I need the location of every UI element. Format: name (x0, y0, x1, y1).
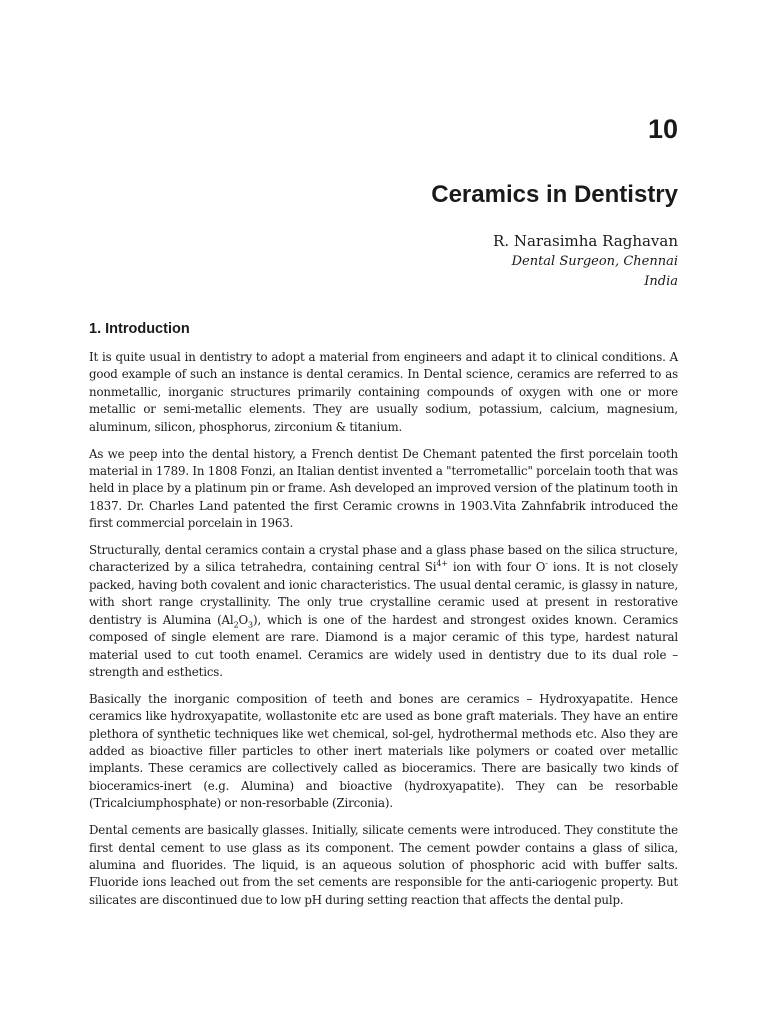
paragraph-3-text-a: Structurally, dental ceramics contain a crystal phase and a glass phase based on the silica structure, characterized by a silica tetrahedra, containing central Si (89, 543, 678, 575)
chapter-number: 10 (647, 114, 678, 144)
author-block (493, 230, 678, 292)
subscript-o: 3 (248, 620, 253, 630)
paragraph-3 (89, 542, 678, 681)
chapter-title: Ceramics in Dentistry (431, 181, 678, 208)
paragraph-3-text-d: O (238, 612, 249, 627)
superscript-o-charge: - (545, 559, 548, 569)
paragraph-1: It is quite usual in dentistry to adopt a material from engineers and adapt it to clinical conditions. A good example of such an instance is dental ceramics. In Dental science, ceramics are referred to as nonmetallic, inorganic structures primarily containing compounds of oxygen with one or more metallic or semi-metallic elements. They are usually sodium, potassium, calcium, magnesium, aluminum, silicon, phosphorus, zirconium & titanium. (89, 350, 678, 434)
paragraph-3-text-e: ), which is one of the hardest and strongest oxides known. Ceramics composed of single element are rare. Diamond is a major ceramic of this type, hardest natural material used to cut tooth enamel. Ceramics are widely used in dentistry due to its dual role – strength and esthetics. (89, 612, 678, 679)
author-name: R. Narasimha Raghavan (493, 232, 678, 250)
section-heading: 1. Introduction (89, 321, 190, 337)
subscript-al: 2 (233, 620, 239, 630)
paragraph-4: Basically the inorganic composition of teeth and bones are ceramics – Hydroxyapatite. Hence ceramics like hydroxyapatite, wollastonite etc are used as bone graft materials. They have an entire plethora of synthetic techniques like wet chemical, sol-gel, hydrothermal methods etc. Also they are added as bioactive filler particles to other inert materials like polymers or coated over metallic implants. These ceramics are collectively called as bioceramics. There are basically two kinds of bioceramics-inert (e.g. Alumina) and bioactive (hydroxyapatite). They can be resorbable (Tricalciumphosphate) or non-resorbable (Zirconia). (89, 691, 678, 811)
paragraph-3-text-c: ions. It is not closely packed, having both covalent and ionic characteristics. The usual dental ceramic, is glassy in nature, with short range crystallinity. The only true crystalline ceramic used at present in restorative dentistry is Alumina (Al (89, 560, 678, 627)
paragraph-2: As we peep into the dental history, a French dentist De Chemant patented the first porcelain tooth material in 1789. In 1808 Fonzi, an Italian dentist invented a "terrometallic" porcelain tooth that was held in place by a platinum pin or frame. Ash developed an improved version of the platinum tooth in 1837. Dr. Charles Land patented the first Ceramic crowns in 1903.Vita Zahnfabrik introduced the first commercial porcelain in 1963. (89, 446, 678, 531)
paragraph-5: Dental cements are basically glasses. Initially, silicate cements were introduced. They constitute the first dental cement to use glass as its component. The cement powder contains a glass of silica, alumina and fluorides. The liquid, is an aqueous solution of phosphoric acid with buffer salts. Fluoride ions leached out from the set cements are responsible for the anti-cariogenic property. But silicates are discontinued due to low pH during setting reaction that affects the dental pulp. (89, 823, 678, 907)
author-country: India (644, 274, 678, 289)
superscript-si-charge: 4+ (436, 559, 448, 569)
author-affiliation: Dental Surgeon, Chennai (511, 254, 678, 269)
body-text (89, 349, 678, 919)
paragraph-3-text-b: ion with four O (447, 560, 546, 575)
